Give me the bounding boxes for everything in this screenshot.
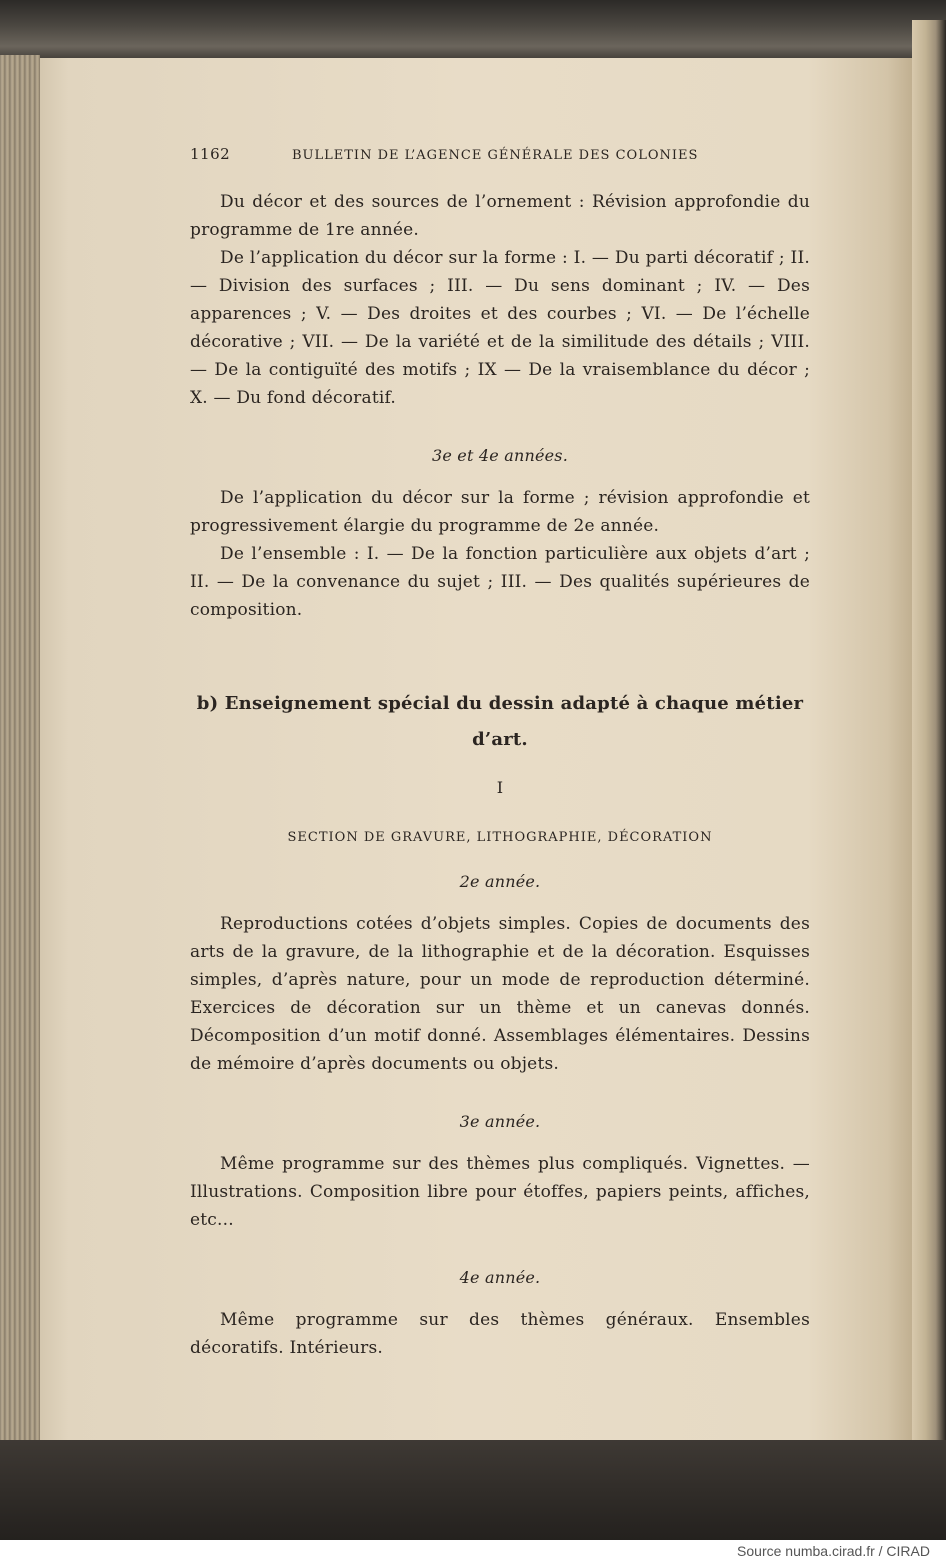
page-header xyxy=(190,140,810,170)
paragraph-4th-year: Même programme sur des thèmes généraux. Ensembles décoratifs. Intérieurs. xyxy=(190,1310,810,1358)
section-roman-numeral: I xyxy=(496,778,504,797)
heading-2nd-year: 2e année. xyxy=(459,872,541,891)
paragraph-decor-application: De l’application du décor sur la forme : I. — Du parti décoratif ; II. — Division des surfaces ; III. — Du sens dominant ; IV. — Des apparences ; V. — Des droites et des courbes ; VI. — De l’échelle décorative ; VII. — De la variété et de la similitude des détails ; VIII. — De la contiguïté des motifs ; IX — De la vraisemblance du décor ; X. — Du fond décoratif. xyxy=(190,248,810,408)
paragraph-decor-sources: Du décor et des sources de l’ornement : Révision approfondie du programme de 1re année. xyxy=(190,192,810,240)
paragraph-ensemble: De l’ensemble : I. — De la fonction particulière aux objets d’art ; II. — De la convenance du sujet ; III. — Des qualités supérieures de composition. xyxy=(190,544,810,620)
paragraph-revision: De l’application du décor sur la forme ; révision approfondie et progressivement élargie du programme de 2e année. xyxy=(190,488,810,536)
paragraph-2nd-year: Reproductions cotées d’objets simples. Copies de documents des arts de la gravure, de la lithographie et de la décoration. Esquisses simples, d’après nature, pour un mode de reproduction déterminé. Exercices de décoration sur un thème et un canevas donnés. Décomposition d’un motif donné. Assemblages élémentaires. Dessins de mémoire d’après documents ou objets. xyxy=(190,914,810,1074)
page-number: 1162 xyxy=(190,145,231,163)
book-left-edge xyxy=(0,55,40,1475)
heading-3rd-4th-years: 3e et 4e années. xyxy=(431,446,569,465)
section-gravure-title: SECTION DE GRAVURE, LITHOGRAPHIE, DÉCORATION xyxy=(287,830,713,845)
source-credit: Source numba.cirad.fr / CIRAD xyxy=(737,1543,930,1559)
section-b-title: b) Enseignement spécial du dessin adapté à chaque métier d’art. xyxy=(196,693,804,750)
heading-3rd-year: 3e année. xyxy=(459,1112,541,1131)
heading-4th-year: 4e année. xyxy=(459,1268,541,1287)
paragraph-3rd-year: Même programme sur des thèmes plus compliqués. Vignettes. — Illustrations. Composition libre pour étoffes, papiers peints, affiches, etc... xyxy=(190,1154,810,1230)
book-top-edge xyxy=(0,0,946,62)
page-content xyxy=(190,140,810,1362)
running-title: BULLETIN DE L’AGENCE GÉNÉRALE DES COLONIES xyxy=(292,148,699,163)
book-right-edge xyxy=(912,20,946,1460)
book-bottom-shadow xyxy=(0,1440,946,1540)
